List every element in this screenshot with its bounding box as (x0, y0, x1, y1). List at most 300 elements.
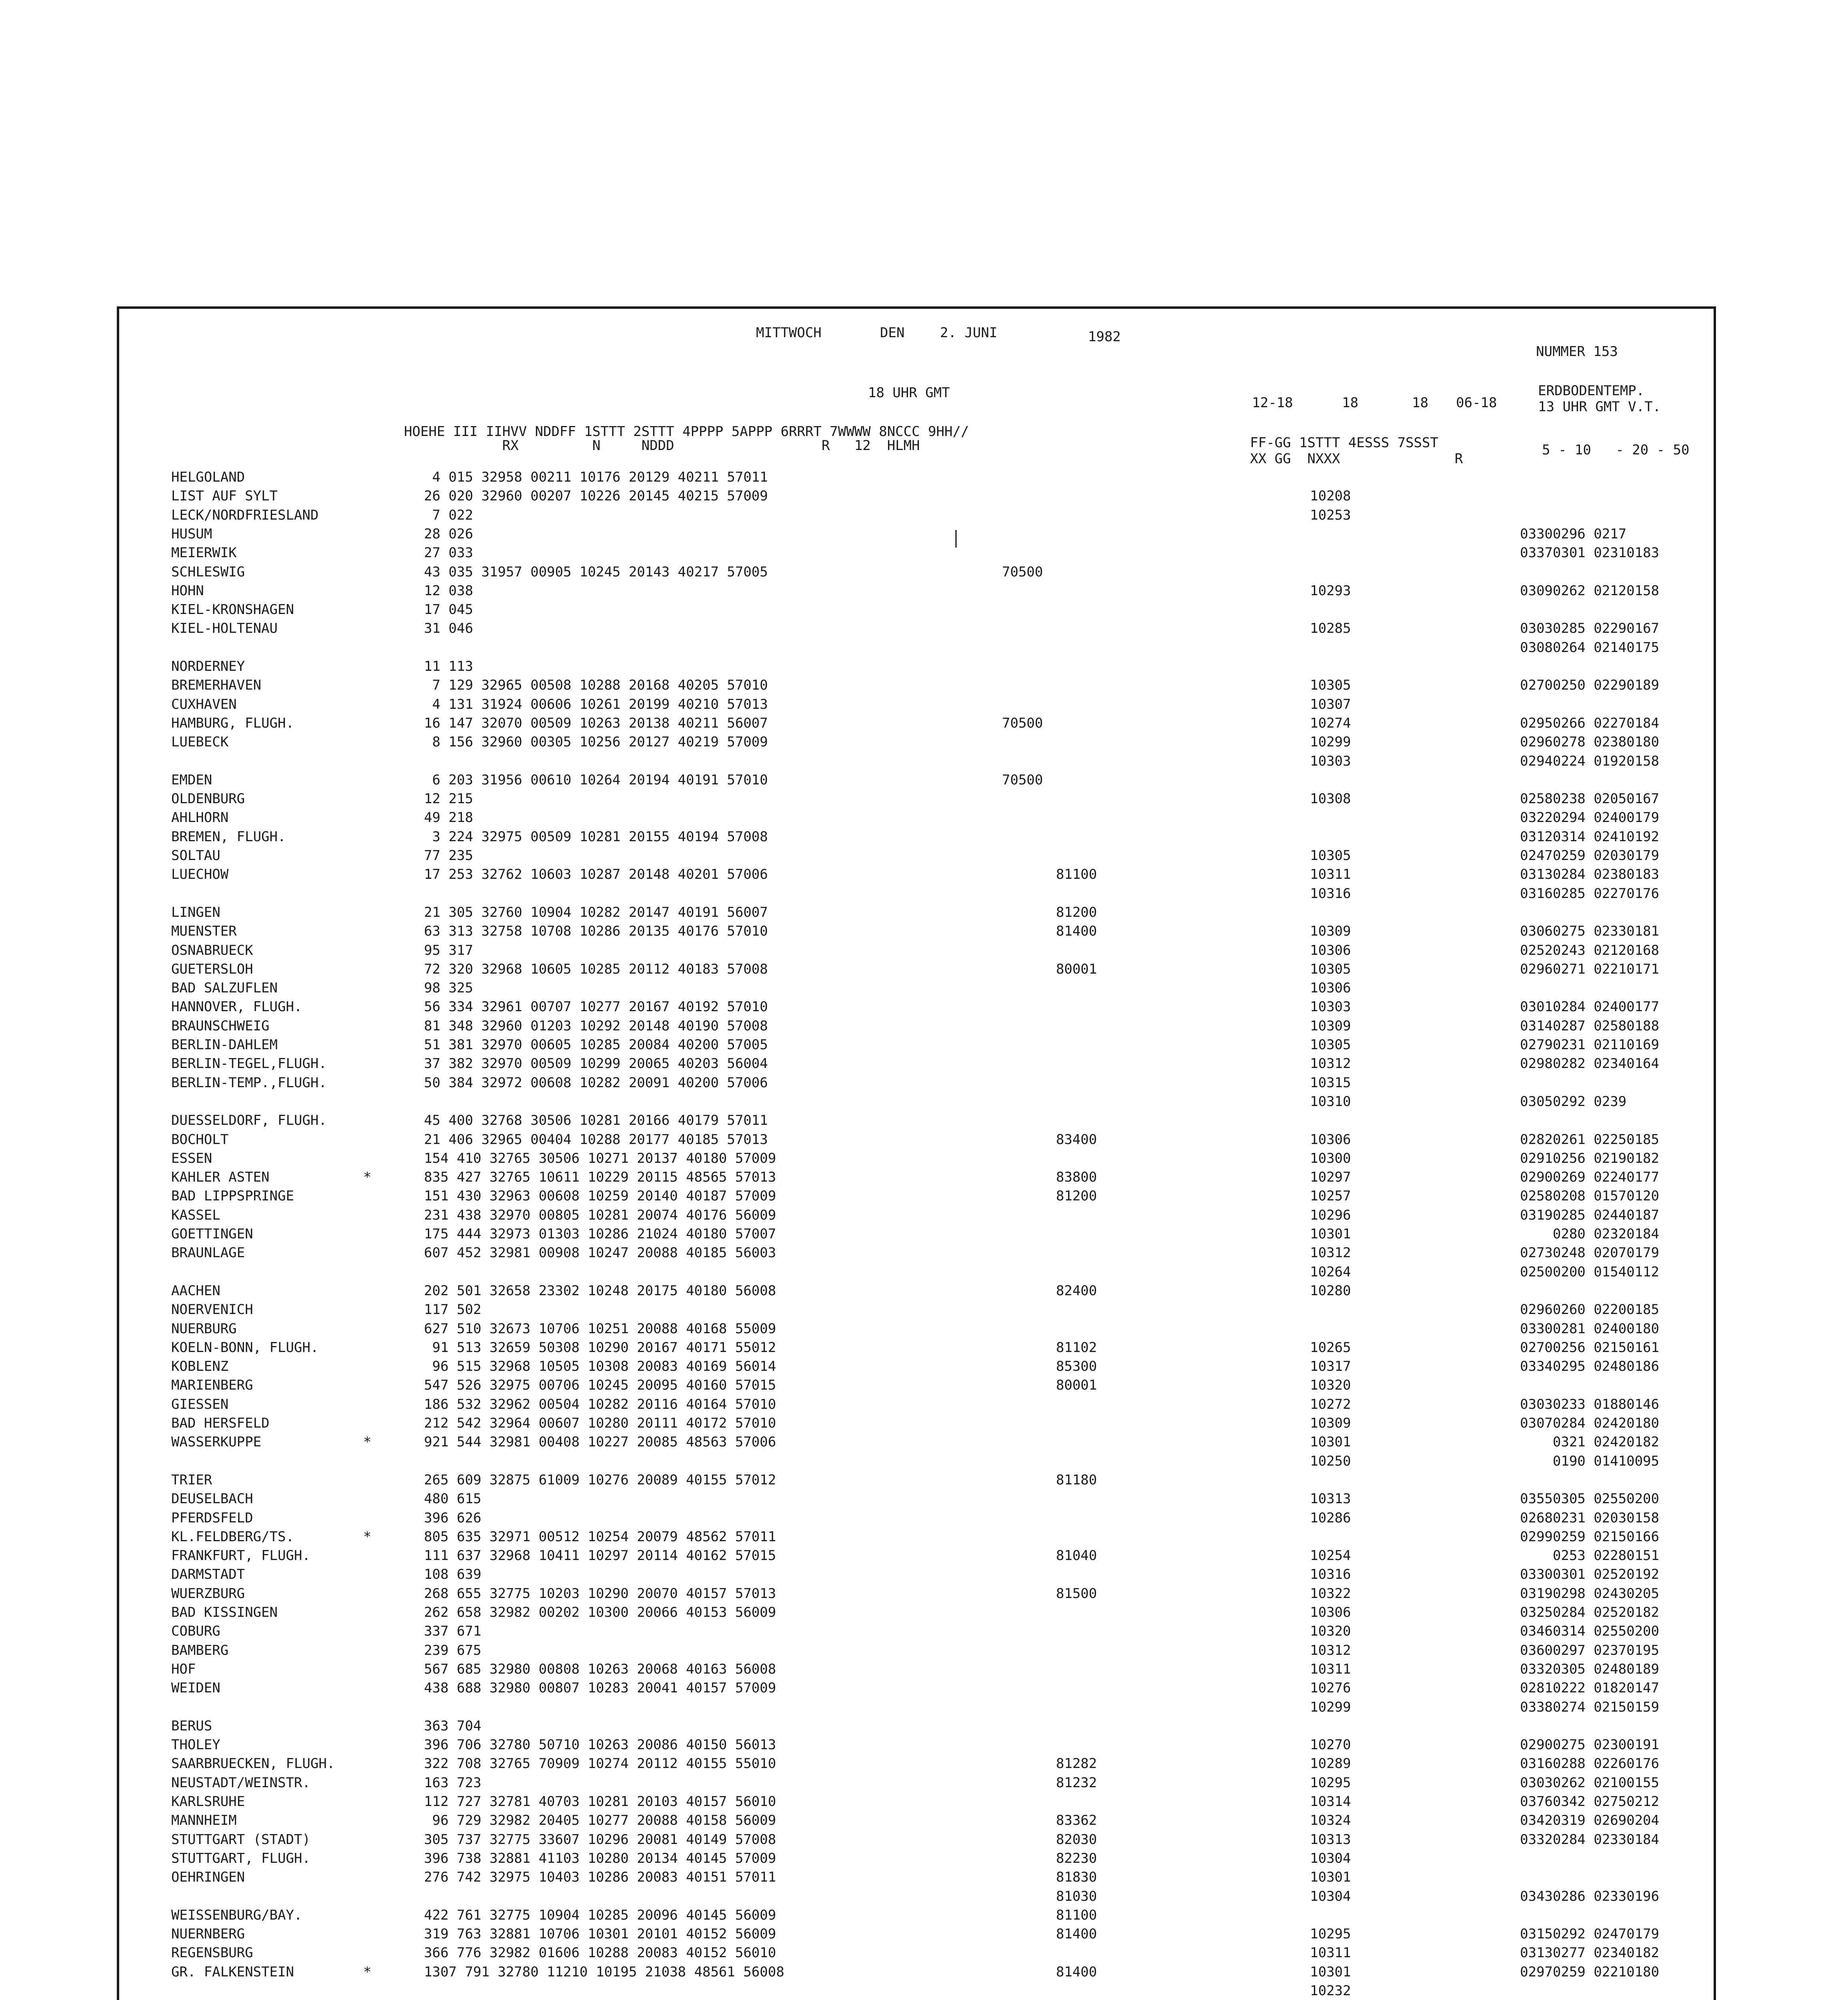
temp-extremes: 10250 (1310, 1453, 1351, 1469)
station-name: STUTTGART, FLUGH. (171, 1850, 310, 1866)
synop-groups: 63 313 32758 10708 10286 20135 40176 57010 (424, 923, 768, 940)
soil-temps: 03070284 02420180 (1520, 1415, 1659, 1431)
synop-groups: 567 685 32980 00808 10263 20068 40163 56008 (424, 1661, 776, 1677)
station-name: MEIERWIK (171, 545, 237, 561)
soil-temps: 03420319 02690204 (1520, 1812, 1659, 1829)
table-row (0, 1471, 1848, 1489)
station-name: BRAUNLAGE (171, 1245, 245, 1261)
synop-groups: 98 325 (424, 980, 473, 996)
synop-groups: 96 729 32982 20405 10277 20088 40158 56009 (424, 1812, 776, 1829)
synop-groups: 3 224 32975 00509 10281 20155 40194 57008 (424, 828, 768, 845)
soil-temps: 02820261 02250185 (1520, 1131, 1659, 1148)
synop-groups: 231 438 32970 00805 10281 20074 40176 56009 (424, 1207, 776, 1223)
soil-temps: 02810222 01820147 (1520, 1680, 1659, 1696)
synop-groups: 1307 791 32780 11210 10195 21038 48561 56008 (424, 1964, 784, 1980)
table-row (0, 1849, 1848, 1868)
station-name: PFERDSFELD (171, 1510, 253, 1526)
station-name: LIST AUF SYLT (171, 488, 278, 504)
synop-groups: 11 113 (424, 658, 473, 674)
temp-extremes: 10299 (1310, 1699, 1351, 1715)
soil-temps: 02700256 02150161 (1520, 1339, 1659, 1356)
station-name: KL.FELDBERG/TS. (171, 1528, 294, 1545)
soil-temps: 02500200 01540112 (1520, 1264, 1659, 1280)
cloud-group: 82230 (1056, 1850, 1097, 1866)
temp-extremes: 10295 (1310, 1774, 1351, 1791)
station-name: HAMBURG, FLUGH. (171, 715, 294, 731)
temp-extremes: 10313 (1310, 1491, 1351, 1507)
station-name: LINGEN (171, 904, 220, 920)
temp-extremes: 10289 (1310, 1756, 1351, 1772)
synop-groups: 212 542 32964 00607 10280 20111 40172 57010 (424, 1415, 776, 1431)
table-row (0, 1660, 1848, 1678)
temp-extremes: 10301 (1310, 1434, 1351, 1450)
temp-extremes: 10280 (1310, 1282, 1351, 1299)
station-name: REGENSBURG (171, 1945, 253, 1961)
table-row (0, 1774, 1848, 1792)
mountain-station-mark: * (363, 1528, 372, 1545)
table-row (0, 1546, 1848, 1565)
right-codes-line2: XX GG NXXX R (1250, 451, 1463, 467)
table-row (0, 638, 1848, 657)
table-row (0, 1206, 1848, 1224)
soil-temps: 03430286 02330196 (1520, 1888, 1659, 1904)
soil-temps: 02680231 02030158 (1520, 1510, 1659, 1526)
table-row (0, 619, 1848, 638)
table-row (0, 657, 1848, 676)
cloud-group: 83800 (1056, 1169, 1097, 1186)
station-name: WUERZBURG (171, 1585, 245, 1602)
station-name: STUTTGART (STADT) (171, 1831, 310, 1848)
temp-extremes: 10265 (1310, 1339, 1351, 1356)
table-row (0, 1584, 1848, 1603)
table-row (0, 676, 1848, 694)
station-name: KOELN-BONN, FLUGH. (171, 1339, 319, 1356)
temp-extremes: 10270 (1310, 1737, 1351, 1753)
station-name: AACHEN (171, 1282, 220, 1299)
table-row (0, 1811, 1848, 1830)
soil-temps: 03460314 02550200 (1520, 1623, 1659, 1640)
soil-temps: 0321 02420182 (1520, 1434, 1659, 1450)
temp-extremes: 10300 (1310, 1150, 1351, 1166)
station-name: BAD LIPPSPRINGE (171, 1188, 294, 1204)
temp-extremes: 10272 (1310, 1396, 1351, 1412)
temp-extremes: 10286 (1310, 1510, 1351, 1526)
synop-groups: 268 655 32775 10203 10290 20070 40157 57013 (424, 1585, 776, 1602)
soil-temps: 02990259 02150166 (1520, 1528, 1659, 1545)
table-row (0, 790, 1848, 808)
soil-temps: 03300281 02400180 (1520, 1320, 1659, 1337)
temp-extremes: 10315 (1310, 1074, 1351, 1091)
cloud-group: 81030 (1056, 1888, 1097, 1904)
temp-extremes: 10312 (1310, 1245, 1351, 1261)
table-row (0, 808, 1848, 827)
table-row (0, 1225, 1848, 1243)
table-row (0, 1320, 1848, 1338)
soil-temps: 03250284 02520182 (1520, 1604, 1659, 1620)
synop-groups: 396 626 (424, 1510, 482, 1526)
station-name: BAD KISSINGEN (171, 1604, 278, 1620)
right-codes-line1: FF-GG 1STTT 4ESSS 7SSST (1250, 435, 1438, 451)
temp-extremes: 10305 (1310, 1037, 1351, 1053)
table-row (0, 600, 1848, 619)
soil-temps: 02900269 02240177 (1520, 1169, 1659, 1186)
temp-extremes: 10208 (1310, 488, 1351, 504)
table-row (0, 884, 1848, 903)
table-row (0, 1282, 1848, 1300)
header-18b: 18 (1412, 395, 1428, 411)
soil-temps: 02980282 02340164 (1520, 1056, 1659, 1072)
synop-groups: 56 334 32961 00707 10277 20167 40192 57010 (424, 999, 768, 1015)
station-name: OSNABRUECK (171, 942, 253, 958)
cloud-group: 80001 (1056, 961, 1097, 977)
station-name: KIEL-HOLTENAU (171, 620, 278, 637)
header-06-18: 06-18 (1456, 395, 1497, 411)
table-row (0, 487, 1848, 505)
table-row (0, 1792, 1848, 1811)
soil-temps: 03320305 02480189 (1520, 1661, 1659, 1677)
table-row (0, 941, 1848, 960)
station-name: BAD HERSFELD (171, 1415, 270, 1431)
table-row (0, 1509, 1848, 1527)
temp-extremes: 10301 (1310, 1869, 1351, 1886)
obs-time: 18 UHR GMT (868, 385, 950, 401)
table-row (0, 1622, 1848, 1640)
station-name: HELGOLAND (171, 469, 245, 485)
cloud-group: 81282 (1056, 1756, 1097, 1772)
cloud-group: 83362 (1056, 1812, 1097, 1829)
table-row (0, 1300, 1848, 1319)
table-row (0, 1717, 1848, 1735)
temp-extremes: 10304 (1310, 1850, 1351, 1866)
temp-extremes: 10310 (1310, 1093, 1351, 1110)
soil-temps: 02470259 02030179 (1520, 848, 1659, 864)
station-name: KAHLER ASTEN (171, 1169, 270, 1186)
synop-groups: 163 723 (424, 1774, 482, 1791)
header-12-18: 12-18 (1252, 395, 1293, 411)
temp-extremes: 10305 (1310, 677, 1351, 694)
table-row (0, 563, 1848, 581)
temp-extremes: 10312 (1310, 1056, 1351, 1072)
synop-groups: 95 317 (424, 942, 473, 958)
synop-groups: 547 526 32975 00706 10245 20095 40160 57015 (424, 1377, 776, 1394)
temp-extremes: 10322 (1310, 1585, 1351, 1602)
synop-groups: 337 671 (424, 1623, 482, 1640)
synop-groups: 51 381 32970 00605 10285 20084 40200 57005 (424, 1037, 768, 1053)
synop-groups: 91 513 32659 50308 10290 20167 40171 55012 (424, 1339, 776, 1356)
table-row (0, 1168, 1848, 1186)
station-name: LUECHOW (171, 866, 229, 883)
table-row (0, 1982, 1848, 2000)
soil-temps: 02960278 02380180 (1520, 734, 1659, 750)
synop-groups: 49 218 (424, 810, 473, 826)
temp-extremes: 10311 (1310, 1945, 1351, 1961)
soil-temps: 03600297 02370195 (1520, 1642, 1659, 1658)
synop-groups: 151 430 32963 00608 10259 20140 40187 57009 (424, 1188, 776, 1204)
station-name: NORDERNEY (171, 658, 245, 674)
temp-extremes: 10293 (1310, 582, 1351, 599)
station-name: EMDEN (171, 772, 212, 788)
cloud-group: 82030 (1056, 1831, 1097, 1848)
synop-groups: 111 637 32968 10411 10297 20114 40162 57015 (424, 1548, 776, 1564)
temp-extremes: 10309 (1310, 1415, 1351, 1431)
soil-temps: 02700250 02290189 (1520, 677, 1659, 694)
station-name: LUEBECK (171, 734, 229, 750)
table-row (0, 1074, 1848, 1092)
synop-groups: 37 382 32970 00509 10299 20065 40203 56004 (424, 1056, 768, 1072)
soil-temps: 03060275 02330181 (1520, 923, 1659, 940)
temp-extremes: 10309 (1310, 1018, 1351, 1034)
synop-groups: 17 045 (424, 602, 473, 618)
station-name: NOERVENICH (171, 1302, 253, 1318)
soil-temps: 03550305 02550200 (1520, 1491, 1659, 1507)
soil-temps: 03190298 02430205 (1520, 1585, 1659, 1602)
synop-groups: 77 235 (424, 848, 473, 864)
synop-groups: 43 035 31957 00905 10245 20143 40217 57005 (424, 564, 768, 580)
station-name: NEUSTADT/WEINSTR. (171, 1774, 310, 1791)
table-row (0, 1395, 1848, 1414)
temp-extremes: 10317 (1310, 1358, 1351, 1375)
table-row (0, 752, 1848, 770)
table-row (0, 903, 1848, 922)
station-name: GOETTINGEN (171, 1226, 253, 1242)
station-name: NUERNBERG (171, 1926, 245, 1942)
soil-temps: 02900275 02300191 (1520, 1737, 1659, 1753)
soil-temps: 03050292 0239 (1520, 1093, 1627, 1110)
station-name: DUESSELDORF, FLUGH. (171, 1112, 327, 1129)
temp-extremes: 10301 (1310, 1226, 1351, 1242)
table-row (0, 1887, 1848, 1906)
station-name: HOHN (171, 582, 204, 599)
temp-extremes: 10320 (1310, 1623, 1351, 1640)
station-name: COBURG (171, 1623, 220, 1640)
soil-temps: 02970259 02210180 (1520, 1964, 1659, 1980)
soil-temps: 03340295 02480186 (1520, 1358, 1659, 1375)
table-row (0, 1054, 1848, 1073)
synop-groups: 4 131 31924 00606 10261 20199 40210 57013 (424, 696, 768, 712)
station-name: WEIDEN (171, 1680, 220, 1696)
soil-temps: 02910256 02190182 (1520, 1150, 1659, 1166)
temp-extremes: 10306 (1310, 980, 1351, 996)
soil-temps: 03320284 02330184 (1520, 1831, 1659, 1848)
synop-groups: 21 305 32760 10904 10282 20147 40191 56007 (424, 904, 768, 920)
temp-extremes: 10253 (1310, 507, 1351, 523)
table-row (0, 695, 1848, 714)
soil-temps: 02940224 01920158 (1520, 753, 1659, 769)
soil-temps: 02950266 02270184 (1520, 715, 1659, 731)
synop-groups: 26 020 32960 00207 10226 20145 40215 57009 (424, 488, 768, 504)
table-row (0, 582, 1848, 600)
temp-extremes: 10316 (1310, 885, 1351, 902)
report-day: MITTWOCH (756, 325, 822, 341)
station-name: BERLIN-TEMP.,FLUGH. (171, 1074, 327, 1091)
table-row (0, 1036, 1848, 1054)
station-name: BOCHOLT (171, 1131, 229, 1148)
soil-temps: 02580208 01570120 (1520, 1188, 1659, 1204)
station-name: LECK/NORDFRIESLAND (171, 507, 319, 523)
station-name: WASSERKUPPE (171, 1434, 262, 1450)
station-name: BERLIN-TEGEL,FLUGH. (171, 1056, 327, 1072)
cloud-group: 81400 (1056, 923, 1097, 940)
station-name: DEUSELBACH (171, 1491, 253, 1507)
table-row (0, 771, 1848, 789)
report-number: NUMMER 153 (1536, 344, 1618, 360)
soil-temps: 02580238 02050167 (1520, 791, 1659, 807)
temp-extremes: 10299 (1310, 734, 1351, 750)
station-name: GR. FALKENSTEIN (171, 1964, 294, 1980)
station-name: HANNOVER, FLUGH. (171, 999, 302, 1015)
synop-groups: 363 704 (424, 1718, 482, 1734)
station-name: SAARBRUECKEN, FLUGH. (171, 1756, 335, 1772)
table-row (0, 1925, 1848, 1943)
table-row (0, 468, 1848, 486)
table-row (0, 1565, 1848, 1584)
station-name: AHLHORN (171, 810, 229, 826)
weather-group: 70500 (1002, 564, 1043, 580)
temp-extremes: 10296 (1310, 1207, 1351, 1223)
synop-groups: 117 502 (424, 1302, 482, 1318)
synop-groups: 396 738 32881 41103 10280 20134 40145 57009 (424, 1850, 776, 1866)
temp-extremes: 10324 (1310, 1812, 1351, 1829)
cloud-group: 82400 (1056, 1282, 1097, 1299)
station-name: MUENSTER (171, 923, 237, 940)
soil-temps: 03030285 02290167 (1520, 620, 1659, 637)
table-row (0, 525, 1848, 543)
temp-extremes: 10320 (1310, 1377, 1351, 1394)
station-name: BREMEN, FLUGH. (171, 828, 286, 845)
table-row (0, 960, 1848, 978)
synop-groups: 50 384 32972 00608 10282 20091 40200 57006 (424, 1074, 768, 1091)
temp-extremes: 10313 (1310, 1831, 1351, 1848)
soil-temps: 02960271 02210171 (1520, 961, 1659, 977)
synop-groups: 27 033 (424, 545, 473, 561)
temp-extremes: 10306 (1310, 1604, 1351, 1620)
soil-temps: 03760342 02750212 (1520, 1794, 1659, 1810)
table-row (0, 1092, 1848, 1111)
soil-temps: 03130277 02340182 (1520, 1945, 1659, 1961)
table-row (0, 1433, 1848, 1451)
table-row (0, 1490, 1848, 1508)
synop-groups: 8 156 32960 00305 10256 20127 40219 57009 (424, 734, 768, 750)
table-row (0, 1603, 1848, 1622)
temp-extremes: 10303 (1310, 999, 1351, 1015)
cloud-group: 81102 (1056, 1339, 1097, 1356)
synop-groups: 480 615 (424, 1491, 482, 1507)
weather-group: 70500 (1002, 772, 1043, 788)
report-date: 2. JUNI (940, 325, 998, 341)
temp-extremes: 10316 (1310, 1566, 1351, 1583)
temp-extremes: 10295 (1310, 1926, 1351, 1942)
synop-groups: 45 400 32768 30506 10281 20166 40179 57011 (424, 1112, 768, 1129)
table-row (0, 1944, 1848, 1962)
station-name: OLDENBURG (171, 791, 245, 807)
station-name: BERLIN-DAHLEM (171, 1037, 278, 1053)
synop-groups: 7 129 32965 00508 10288 20168 40205 57010 (424, 677, 768, 694)
table-row (0, 1357, 1848, 1376)
synop-groups: 7 022 (424, 507, 473, 523)
report-den: DEN (880, 325, 905, 341)
temp-extremes: 10274 (1310, 715, 1351, 731)
table-row (0, 1963, 1848, 1981)
synop-groups: 319 763 32881 10706 10301 20101 40152 56009 (424, 1926, 776, 1942)
synop-groups: 422 761 32775 10904 10285 20096 40145 56009 (424, 1907, 776, 1923)
weather-group: 70500 (1002, 715, 1043, 731)
soil-temps: 03090262 02120158 (1520, 582, 1659, 599)
station-name: THOLEY (171, 1737, 220, 1753)
column-codes-line1: HOEHE III IIHVV NDDFF 1STTT 2STTT 4PPPP 5APPP 6RRRT 7WWWW 8NCCC 9HH// (404, 424, 969, 440)
soil-temps: 03120314 02410192 (1520, 828, 1659, 845)
mountain-station-mark: * (363, 1434, 372, 1450)
soil-temps: 03160288 02260176 (1520, 1756, 1659, 1772)
table-row (0, 1414, 1848, 1432)
synop-groups: 6 203 31956 00610 10264 20194 40191 57010 (424, 772, 768, 788)
temp-extremes: 10306 (1310, 942, 1351, 958)
table-row (0, 1452, 1848, 1470)
synop-groups: 805 635 32971 00512 10254 20079 48562 57011 (424, 1528, 776, 1545)
temp-extremes: 10257 (1310, 1188, 1351, 1204)
cloud-group: 81500 (1056, 1585, 1097, 1602)
temp-extremes: 10307 (1310, 696, 1351, 712)
cloud-group: 81180 (1056, 1472, 1097, 1488)
temp-extremes: 10306 (1310, 1131, 1351, 1148)
station-name: DARMSTADT (171, 1566, 245, 1583)
table-row (0, 733, 1848, 751)
soil-title: ERDBODENTEMP. (1538, 383, 1645, 399)
soil-temps: 03190285 02440187 (1520, 1207, 1659, 1223)
temp-extremes: 10264 (1310, 1264, 1351, 1280)
cloud-group: 81100 (1056, 866, 1097, 883)
table-row (0, 1528, 1848, 1546)
temp-extremes: 10309 (1310, 923, 1351, 940)
table-row (0, 1187, 1848, 1205)
table-row (0, 865, 1848, 884)
cloud-group: 81100 (1056, 1907, 1097, 1923)
soil-temps: 02960260 02200185 (1520, 1302, 1659, 1318)
station-name: MARIENBERG (171, 1377, 253, 1394)
synop-groups: 305 737 32775 33607 10296 20081 40149 57008 (424, 1831, 776, 1848)
temp-extremes: 10312 (1310, 1642, 1351, 1658)
soil-temps: 03370301 02310183 (1520, 545, 1659, 561)
synop-groups: 396 706 32780 50710 10263 20086 40150 56013 (424, 1737, 776, 1753)
cloud-group: 81200 (1056, 904, 1097, 920)
station-name: BREMERHAVEN (171, 677, 262, 694)
soil-temps: 03220294 02400179 (1520, 810, 1659, 826)
station-name: BAMBERG (171, 1642, 229, 1658)
mountain-station-mark: * (363, 1964, 372, 1980)
cloud-group: 81830 (1056, 1869, 1097, 1886)
table-row (0, 1017, 1848, 1035)
synop-groups: 4 015 32958 00211 10176 20129 40211 57011 (424, 469, 768, 485)
table-row (0, 979, 1848, 997)
station-name: SCHLESWIG (171, 564, 245, 580)
table-row (0, 1244, 1848, 1262)
soil-temps: 03150292 02470179 (1520, 1926, 1659, 1942)
soil-temps: 03140287 02580188 (1520, 1018, 1659, 1034)
table-row (0, 1698, 1848, 1716)
synop-groups: 154 410 32765 30506 10271 20137 40180 57009 (424, 1150, 776, 1166)
synop-groups: 175 444 32973 01303 10286 21024 40180 57007 (424, 1226, 776, 1242)
soil-temps: 03030262 02100155 (1520, 1774, 1659, 1791)
station-name: ESSEN (171, 1150, 212, 1166)
synop-groups: 265 609 32875 61009 10276 20089 40155 57012 (424, 1472, 776, 1488)
synop-groups: 607 452 32981 00908 10247 20088 40185 56003 (424, 1245, 776, 1261)
synop-groups: 322 708 32765 70909 10274 20112 40155 55010 (424, 1756, 776, 1772)
report-year: 1982 (1088, 329, 1121, 345)
soil-temps: 02520243 02120168 (1520, 942, 1659, 958)
station-name: OEHRINGEN (171, 1869, 245, 1886)
temp-extremes: 10314 (1310, 1794, 1351, 1810)
cloud-group: 81400 (1056, 1926, 1097, 1942)
table-row (0, 1376, 1848, 1394)
